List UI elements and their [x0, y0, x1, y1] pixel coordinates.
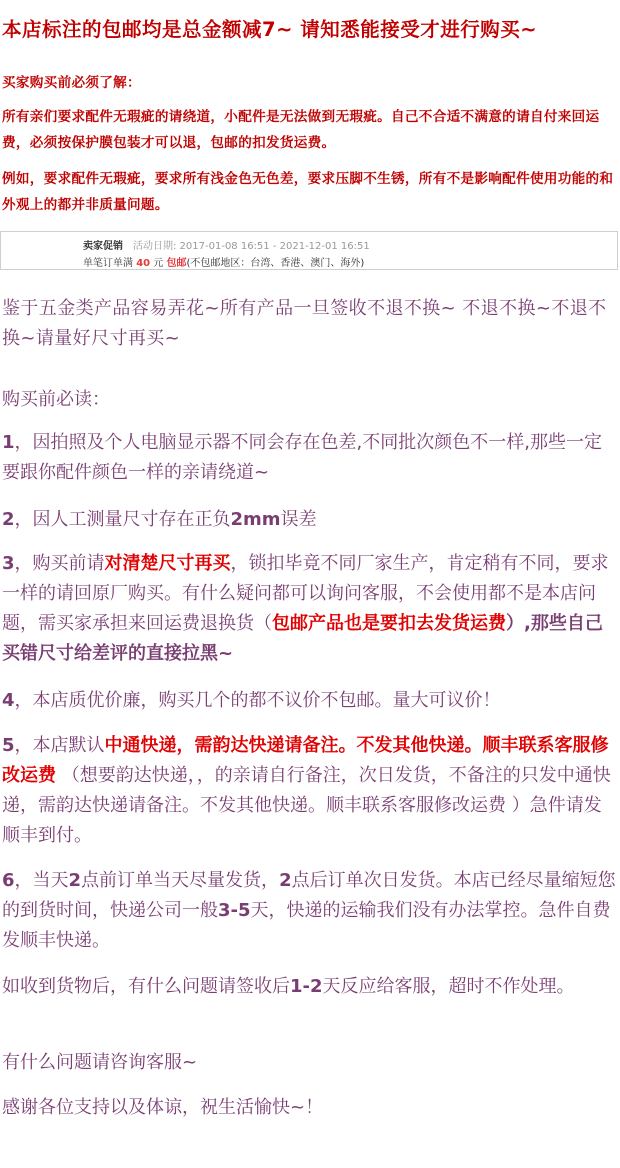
rule-number: 1 — [2, 432, 15, 453]
rule-number: 5 — [2, 735, 15, 756]
contact-service-note: 有什么问题请咨询客服~ — [2, 1052, 198, 1073]
rule-text: 如收到货物后，有什么问题请签收后 — [2, 976, 290, 997]
after-receipt-notice — [2, 972, 616, 1002]
rule-number: 4 — [2, 690, 15, 711]
time-value: 2 — [279, 870, 292, 891]
no-return-warning: 鉴于五金类产品容易弄花~所有产品一旦签收不退不换~ 不退不换~不退不换~请量好尺寸再买~ — [2, 298, 607, 349]
rule-text: ，本店质优价廉，购买几个的都不议价不包邮。量大可议价！ — [14, 690, 501, 711]
tolerance-value: 2mm — [230, 509, 281, 530]
promotion-dates: 活动日期: 2017-01-08 16:51 - 2021-12-01 16:51 — [133, 241, 370, 252]
notice-paragraph-examples: 例如，要求配件无瑕疵，要求所有浅金色无色差，要求压脚不生锈，所有不是影响配件使用功能的和外观上的都并非质量问题。 — [2, 171, 614, 213]
notice-heading: 买家购买前必须了解： — [2, 75, 141, 91]
rule-number: 2 — [2, 509, 15, 530]
rule-item-color — [2, 428, 616, 488]
rule-number: 6 — [2, 870, 15, 891]
highlight-text: 中通快递，需韵达快递请备注。不发其他快递。顺丰联系客服修改运费 — [2, 735, 609, 786]
rule-text: ，因人工测量尺寸存在正负 — [14, 509, 231, 530]
page-title: 本店标注的包邮均是总金额减7~ 请知悉能接受才进行购买~ — [2, 18, 538, 41]
promotion-header — [83, 237, 370, 252]
highlight-text: 对清楚尺寸再买 — [104, 553, 231, 574]
rule-item-shipping-time — [2, 866, 616, 956]
rule-text: 天反应给客服，超时不作处理。 — [322, 976, 575, 997]
notice-paragraph-flawless: 所有亲们要求配件无瑕疵的请绕道，小配件是无法做到无瑕疵。自己不合适不满意的请自付来回运费，必须按保护膜包装才可以退，包邮的扣发货运费。 — [2, 109, 600, 151]
rule-item-measurement — [2, 505, 616, 535]
rule-text: ，因拍照及个人电脑显示器不同会存在色差,不同批次颜色不一样,那些一定要跟你配件颜色一样的亲请绕道~ — [2, 432, 602, 483]
rule-text: 点前订单当天尽量发货， — [81, 870, 280, 891]
time-value: 2 — [68, 870, 82, 891]
excluded-regions: (不包邮地区：台湾、香港、澳门、海外) — [186, 258, 365, 269]
promotion-prefix: 单笔订单满 — [83, 258, 133, 269]
rule-text: （想要韵达快递，，的亲请自行备注，次日发货，不备注的只发中通快递，需韵达快递请备注。不发其他快递。顺丰联系客服修改运费 ）急件请发顺丰到付。 — [2, 765, 611, 846]
rule-text: ）,那些自己买错尺寸给差评的直接拉黑~ — [2, 613, 603, 664]
highlight-text: 包邮产品也是要扣去发货运费 — [272, 613, 506, 634]
rule-text: ，锁扣毕竟不同厂家生产，肯定稍有不同，要求一样的请回原厂购买。有什么疑问都可以询问客服，不会使用都不是本店问题，需买家承担来回运费退换货（ — [2, 553, 609, 634]
rule-text: ，当天 — [14, 870, 69, 891]
days-value: 3-5 — [218, 900, 251, 921]
rule-text: 误差 — [280, 509, 317, 530]
promotion-amount: 40 — [136, 258, 151, 269]
rule-text: ，本店默认 — [14, 735, 105, 756]
rule-text: ，购买前请 — [14, 553, 105, 574]
promotion-unit: 元 — [153, 258, 164, 269]
seller-promotion-box — [0, 231, 618, 270]
rule-item-size-check — [2, 549, 616, 669]
must-read-heading: 购买前必读： — [2, 389, 110, 410]
rule-text: 点后订单次日发货。本店已经尽量缩短您的到货时间，快递公司一般 — [2, 870, 616, 921]
free-shipping-label: 包邮 — [166, 258, 187, 269]
rule-item-pricing — [2, 686, 616, 716]
thanks-note: 感谢各位支持以及体谅，祝生活愉快~！ — [2, 1097, 324, 1118]
rule-number: 3 — [2, 553, 15, 574]
promotion-label: 卖家促销 — [83, 241, 123, 252]
rule-text: 天，快递的运输我们没有办法掌控。急件自费发顺丰快递。 — [2, 900, 611, 951]
days-value: 1-2 — [290, 976, 323, 997]
promotion-rule — [83, 254, 364, 269]
rule-item-courier — [2, 731, 616, 851]
